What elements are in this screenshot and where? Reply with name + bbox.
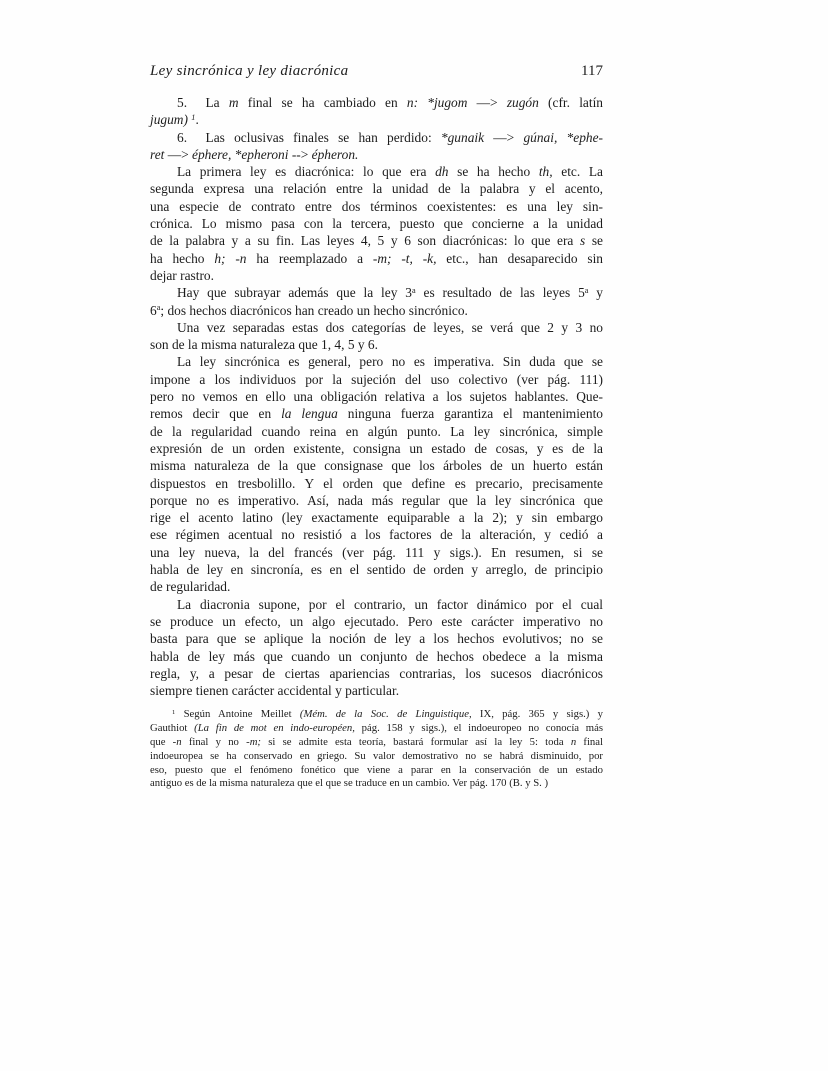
text-line: 6. Las oclusivas finales se han perdido: *gunaik —> gúnai, *ephe- [177,129,603,145]
text-line: una especie de contrato entre dos términos coexistentes: es una ley sin- [150,198,603,214]
paragraph-diachrony [150,596,603,700]
text-line: eso, puesto que el fenómeno fonético que viene a parar en la conservación de un estado [150,763,603,776]
text-line: de la regularidad cuando reina en algún punto. La ley sincrónica, simple [150,423,603,439]
paragraph-law-5 [150,94,603,129]
text-line: indoeuropea se ha conservado en griego. Su valor demostrativo no se habrá disminuido, por [150,749,603,762]
text-line: pero no vemos en ello una obligación relativa a los sujetos hablantes. Que- [150,389,603,405]
text-line: habla de ley en sincronía, es en el sentido de orden y arreglo, de principio [150,562,603,578]
text-column [150,62,603,791]
paragraph-law-6 [150,129,603,164]
text-line: impone a los individuos por la sujeción del uso colectivo (ver pág. 111) [150,371,603,387]
text-line: Gauthiot (La fin de mot en indo-européen, pág. 158 y sigs.), el indoeuropeo no conocía más [150,722,604,735]
paragraph-synchronic-law [150,353,603,595]
text-line: jugum) $^1$. [150,112,199,128]
text-line: una ley nueva, la del francés (ver pág. 111 y sigs.). En resumen, si se [150,544,603,560]
text-line: ha hecho h; -n ha reemplazado a -m; -t, -k, etc., han desaparecido sin [150,250,604,266]
text-line: basta para que se aplique la noción de ley a los hechos evolutivos; no se [150,631,603,647]
text-line: crónica. Lo mismo pasa con la tercera, puesto que concierne a la unidad [150,216,603,232]
text-line: rige el acento latino (ley exactamente equiparable a la 2); y sin embargo [150,510,603,526]
text-line: ese régimen acentual no resistió a los factores de la alteración, y cedió a [150,527,603,543]
text-line: siempre tienen carácter accidental y particular. [150,683,400,699]
text-line: Una vez separadas estas dos categorías de leyes, se verá que 2 y 3 no [177,319,603,335]
running-header [150,62,603,80]
text-line: habla de ley más que cuando un conjunto de hechos obedece a la misma [150,648,603,664]
text-line: de la palabra y a su fin. Las leyes 4, 5 y 6 son diacrónicas: lo que era s se [150,233,603,249]
text-line: regla, y, a pesar de ciertas apariencias contrarias, los sucesos diacrónicos [150,665,603,681]
text-line: porque no es imperativo. Así, nada más regular que la ley sincrónica que [150,492,603,508]
text-body [150,94,603,699]
running-header-title: Ley sincrónica y ley diacrónica [150,63,349,79]
text-line: 6$^a$; dos hechos diacrónicos han creado un hecho sincrónico. [150,302,468,318]
text-line: Hay que subrayar además que la ley 3$^a$ es resultado de las leyes 5$^a$ y [177,285,604,301]
text-line: 5. La m final se ha cambiado en n: *jugom —> zugón (cfr. latín [177,95,604,110]
text-line: La ley sincrónica es general, pero no es imperativa. Sin duda que se [177,354,603,370]
text-line: de regularidad. [150,579,231,595]
text-line: ret —> éphere, *epheroni --> épheron. [150,146,359,162]
paragraph-two-categories [150,319,603,354]
text-line: antiguo es de la misma naturaleza que el que se traduce en un cambio. Ver pág. 170 (B. y S. ) [150,777,549,790]
footnote [150,708,603,791]
text-line: segunda expresa una relación entre la unidad de la palabra y el acento, [150,181,603,197]
text-line: son de la misma naturaleza que 1, 4, 5 y 6. [150,337,378,353]
text-line: $^1$ Según Antoine Meillet (Mém. de la Soc. de Linguistique, IX, pág. 365 y sigs.) y [172,708,603,721]
text-line: dispuestos en tresbolillo. Y el orden que define es precario, precisamente [150,475,603,491]
text-line: se produce un efecto, un algo ejecutado. Pero este carácter imperativo no [150,613,603,629]
footnote-1 [150,708,603,791]
page-number: 117 [581,63,603,79]
text-line: que -n final y no -m; si se admite esta teoría, bastará formular así la ley 5: toda n final [150,735,603,748]
paragraph-law-3-result [150,284,603,319]
text-line: expresión de un orden existente, consigna un estado de cosas, y es de la [150,440,603,456]
text-line: misma naturaleza de la que consignase que los árboles de un huerto están [150,458,603,474]
text-line: remos decir que en la lengua ninguna fuerza garantiza el mantenimiento [150,406,603,422]
text-line: La diacronia supone, por el contrario, un factor dinámico por el cual [177,596,603,612]
paragraph-law-classification [150,163,603,284]
text-line: La primera ley es diacrónica: lo que era dh se ha hecho th, etc. La [177,164,603,180]
text-line: dejar rastro. [150,267,214,283]
